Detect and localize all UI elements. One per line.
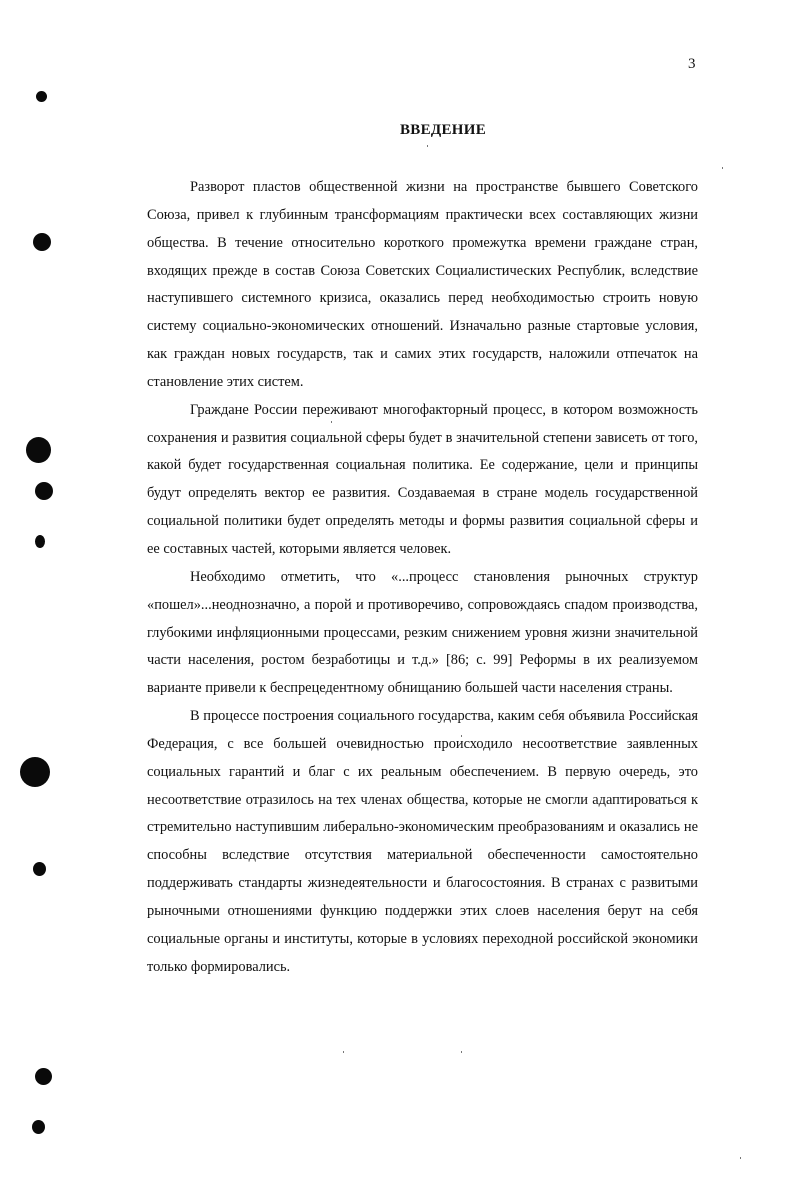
scan-speck [427, 145, 428, 147]
page-title: ВВЕДЕНИЕ [399, 122, 487, 138]
paragraph: В процессе построения социального государства, каким себя объявила Российская Федерация, с все большей очевидностью происходило несоответствие заявленных социальных гарантий и благ с их реальным обеспечением. В первую очередь, это несоответствие отразилось на тех членах общества, которые не смогли адаптироваться к стремительно наступившим либерально-экономическим преобразованиям и оказались не способны вследствие отсутствия материальной обеспеченности самостоятельно поддерживать стандарты жизнедеятельности и благосостояния. В странах с развитыми рыночными отношениями функцию поддержки этих слоев населения берут на себя социальные органы и институты, которые в условиях переходной российской экономики только формировались. [147, 708, 698, 975]
punch-hole-mark [35, 482, 53, 500]
scan-speck [461, 1051, 462, 1053]
scan-speck [740, 1157, 741, 1159]
punch-hole-mark [35, 1068, 52, 1085]
paragraph: Разворот пластов общественной жизни на пространстве бывшего Советского Союза, привел к глубинным трансформациям практически всех составляющих жизни общества. В течение относительно короткого промежутка времени граждане стран, входящих прежде в состав Союза Советских Социалистических Республик, вследствие наступившего системного кризиса, оказались перед необходимостью строить новую систему социально-экономических отношений. Изначально разные стартовые условия, как граждан новых государств, так и самих этих государств, наложили отпечаток на становление этих систем. [147, 179, 698, 390]
punch-hole-mark [26, 437, 51, 463]
punch-hole-mark [36, 91, 47, 102]
paragraph: Граждане России переживают многофакторный процесс, в котором возможность сохранения и развития социальной сферы будет в значительной степени зависеть от того, какой будет государственная социальная политика. Ее содержание, цели и принципы будут определять вектор ее развития. Создаваемая в стране модель государственной социальной политики будет определять методы и формы развития социальной сферы и ее составных частей, которыми является человек. [147, 401, 698, 557]
punch-hole-mark [20, 757, 50, 787]
page-number: 3 [688, 56, 696, 72]
body-text [147, 174, 698, 981]
scan-speck [722, 167, 723, 169]
punch-hole-mark [33, 233, 51, 251]
punch-hole-mark [32, 1120, 45, 1134]
punch-hole-mark [35, 535, 45, 548]
punch-hole-mark [33, 862, 46, 876]
paragraph: Необходимо отметить, что «...процесс становления рыночных структур «пошел»...неоднозначно, а порой и противоречиво, сопровождаясь спадом производства, глубокими инфляционными процессами, резким снижением уровня жизни значительной части населения, ростом безработицы и т.д.» [86; с. 99] Реформы в их реализуемом варианте привели к беспрецедентному обнищанию большей части населения страны. [147, 568, 698, 697]
scan-speck [343, 1051, 344, 1053]
